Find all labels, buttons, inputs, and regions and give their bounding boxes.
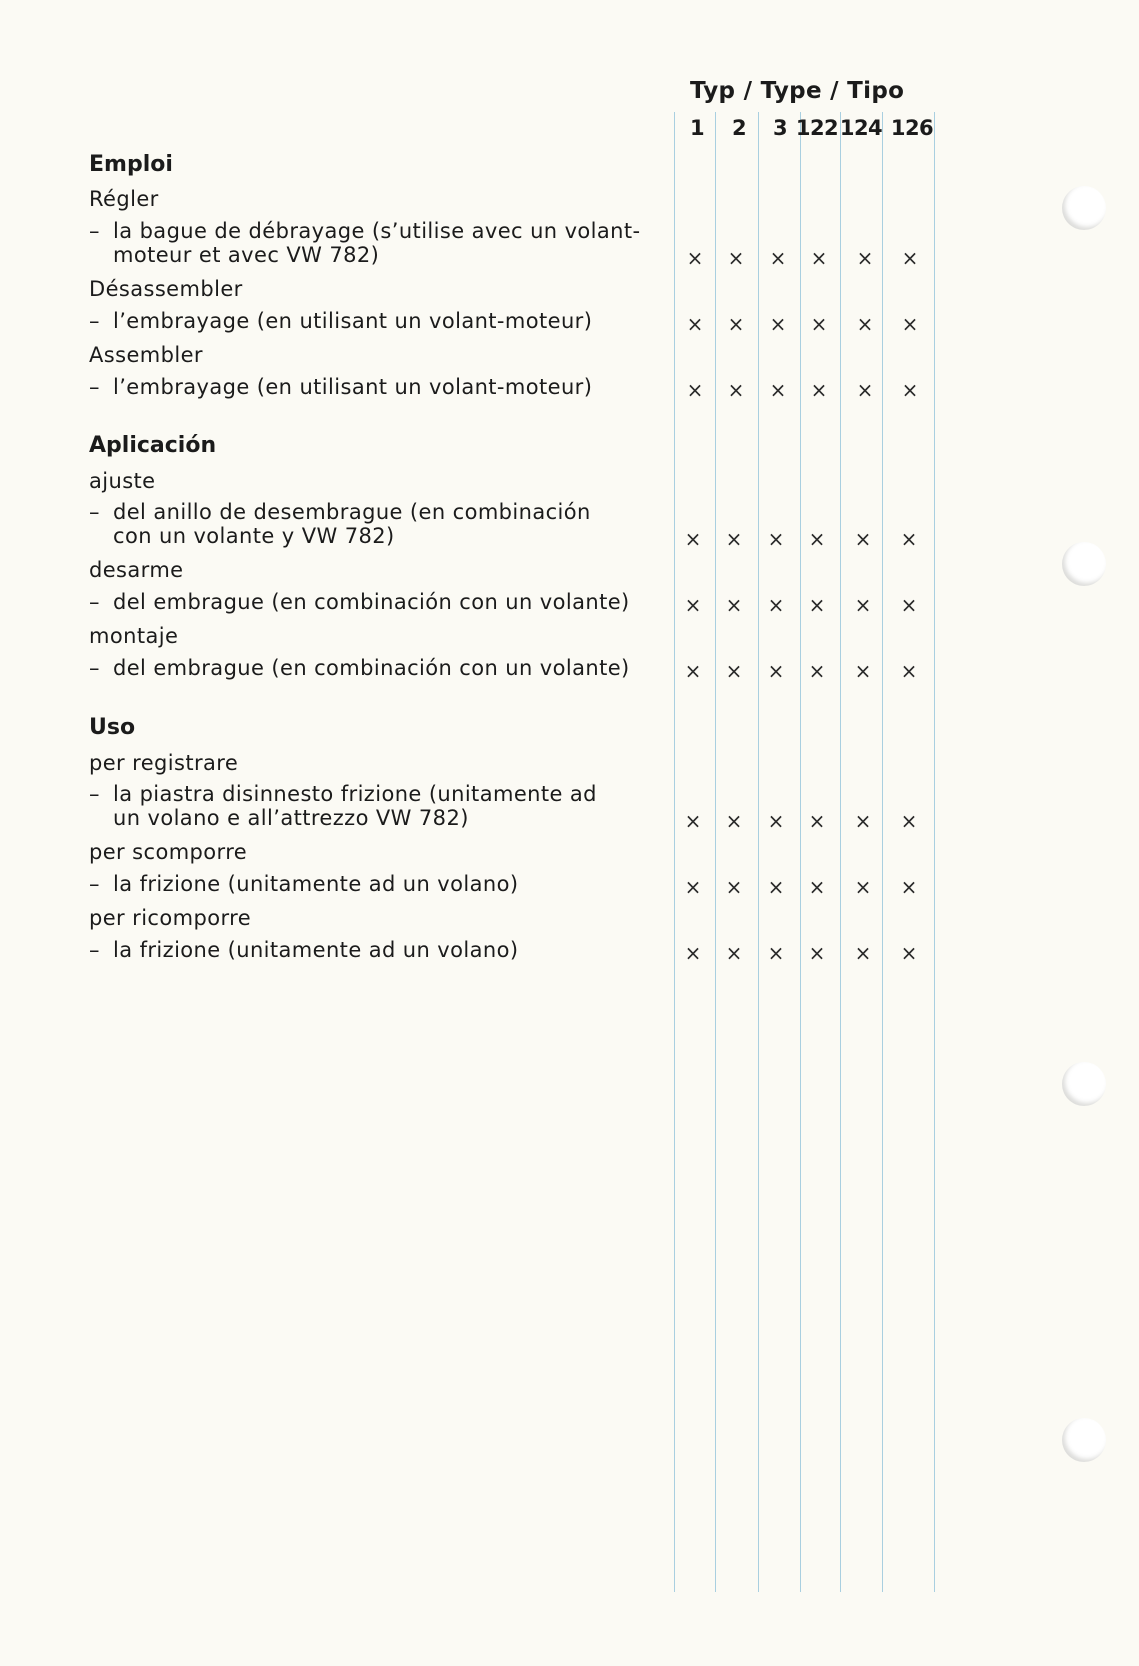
check-mark: ×: [725, 875, 743, 899]
check-mark: ×: [767, 593, 785, 617]
check-mark: ×: [767, 527, 785, 551]
type-column-2: 2: [731, 116, 747, 140]
type-column-122: 122: [795, 116, 839, 140]
section-heading: Uso: [89, 715, 136, 740]
section-heading: Aplicación: [89, 433, 217, 458]
type-column-126: 126: [890, 116, 934, 140]
check-mark: ×: [900, 527, 918, 551]
row-description-line: del anillo de desembrague (en combinación: [113, 500, 591, 524]
check-mark: ×: [767, 875, 785, 899]
check-mark: ×: [900, 659, 918, 683]
list-dash: –: [89, 309, 100, 333]
check-mark: ×: [808, 593, 826, 617]
row-description-line: moteur et avec VW 782): [113, 243, 380, 267]
check-mark: ×: [900, 941, 918, 965]
row-description-line: del embrague (en combinación con un volante): [113, 590, 630, 614]
check-mark: ×: [808, 809, 826, 833]
column-rule: [882, 112, 883, 1592]
list-dash: –: [89, 872, 100, 896]
check-mark: ×: [900, 809, 918, 833]
check-mark: ×: [684, 941, 702, 965]
row-description-line: con un volante y VW 782): [113, 524, 395, 548]
row-action: per ricomporre: [89, 906, 252, 930]
row-action: per registrare: [89, 751, 239, 775]
list-dash: –: [89, 500, 100, 524]
row-description-line: un volano e all’attrezzo VW 782): [113, 806, 469, 830]
row-action: Régler: [89, 187, 159, 211]
list-dash: –: [89, 782, 100, 806]
check-mark: ×: [725, 527, 743, 551]
check-mark: ×: [854, 527, 872, 551]
check-mark: ×: [808, 941, 826, 965]
check-mark: ×: [725, 809, 743, 833]
row-action: per scomporre: [89, 840, 248, 864]
check-mark: ×: [727, 312, 745, 336]
check-mark: ×: [854, 941, 872, 965]
type-column-3: 3: [772, 116, 788, 140]
column-rule: [934, 112, 935, 1592]
row-description-line: la frizione (unitamente ad un volano): [113, 872, 519, 896]
check-mark: ×: [769, 312, 787, 336]
check-mark: ×: [901, 378, 919, 402]
row-description-line: del embrague (en combinación con un volante): [113, 656, 630, 680]
list-dash: –: [89, 590, 100, 614]
check-mark: ×: [684, 875, 702, 899]
check-mark: ×: [684, 659, 702, 683]
binder-hole: [1062, 1418, 1106, 1462]
check-mark: ×: [856, 246, 874, 270]
row-description-line: la bague de débrayage (s’utilise avec un volant-: [113, 219, 641, 243]
column-rule: [758, 112, 759, 1592]
binder-hole: [1062, 1062, 1106, 1106]
check-mark: ×: [856, 312, 874, 336]
check-mark: ×: [727, 378, 745, 402]
check-mark: ×: [854, 659, 872, 683]
column-rule: [840, 112, 841, 1592]
type-column-1: 1: [689, 116, 705, 140]
type-column-124: 124: [839, 116, 883, 140]
check-mark: ×: [901, 246, 919, 270]
check-mark: ×: [767, 809, 785, 833]
check-mark: ×: [810, 312, 828, 336]
check-mark: ×: [767, 941, 785, 965]
check-mark: ×: [725, 941, 743, 965]
row-description-line: la piastra disinnesto frizione (unitamente ad: [113, 782, 597, 806]
check-mark: ×: [854, 809, 872, 833]
list-dash: –: [89, 938, 100, 962]
list-dash: –: [89, 219, 100, 243]
row-action: montaje: [89, 624, 179, 648]
column-rule: [715, 112, 716, 1592]
check-mark: ×: [769, 246, 787, 270]
check-mark: ×: [684, 527, 702, 551]
check-mark: ×: [769, 378, 787, 402]
section-heading: Emploi: [89, 152, 173, 177]
column-rule: [674, 112, 675, 1592]
check-mark: ×: [684, 809, 702, 833]
check-mark: ×: [854, 593, 872, 617]
row-action: Assembler: [89, 343, 203, 367]
row-description-line: l’embrayage (en utilisant un volant-moteur): [113, 309, 593, 333]
check-mark: ×: [725, 659, 743, 683]
check-mark: ×: [727, 246, 745, 270]
check-mark: ×: [725, 593, 743, 617]
check-mark: ×: [810, 378, 828, 402]
binder-hole: [1062, 542, 1106, 586]
row-action: ajuste: [89, 469, 156, 493]
check-mark: ×: [686, 378, 704, 402]
check-mark: ×: [900, 875, 918, 899]
row-description-line: l’embrayage (en utilisant un volant-moteur): [113, 375, 593, 399]
check-mark: ×: [900, 593, 918, 617]
list-dash: –: [89, 375, 100, 399]
check-mark: ×: [856, 378, 874, 402]
row-action: Désassembler: [89, 277, 243, 301]
check-mark: ×: [808, 527, 826, 551]
check-mark: ×: [686, 246, 704, 270]
row-description-line: la frizione (unitamente ad un volano): [113, 938, 519, 962]
check-mark: ×: [767, 659, 785, 683]
check-mark: ×: [808, 659, 826, 683]
check-mark: ×: [810, 246, 828, 270]
column-rule: [800, 112, 801, 1592]
check-mark: ×: [686, 312, 704, 336]
check-mark: ×: [901, 312, 919, 336]
list-dash: –: [89, 656, 100, 680]
check-mark: ×: [808, 875, 826, 899]
row-action: desarme: [89, 558, 184, 582]
check-mark: ×: [684, 593, 702, 617]
type-heading: Typ / Type / Tipo: [690, 78, 905, 104]
check-mark: ×: [854, 875, 872, 899]
binder-hole: [1062, 186, 1106, 230]
